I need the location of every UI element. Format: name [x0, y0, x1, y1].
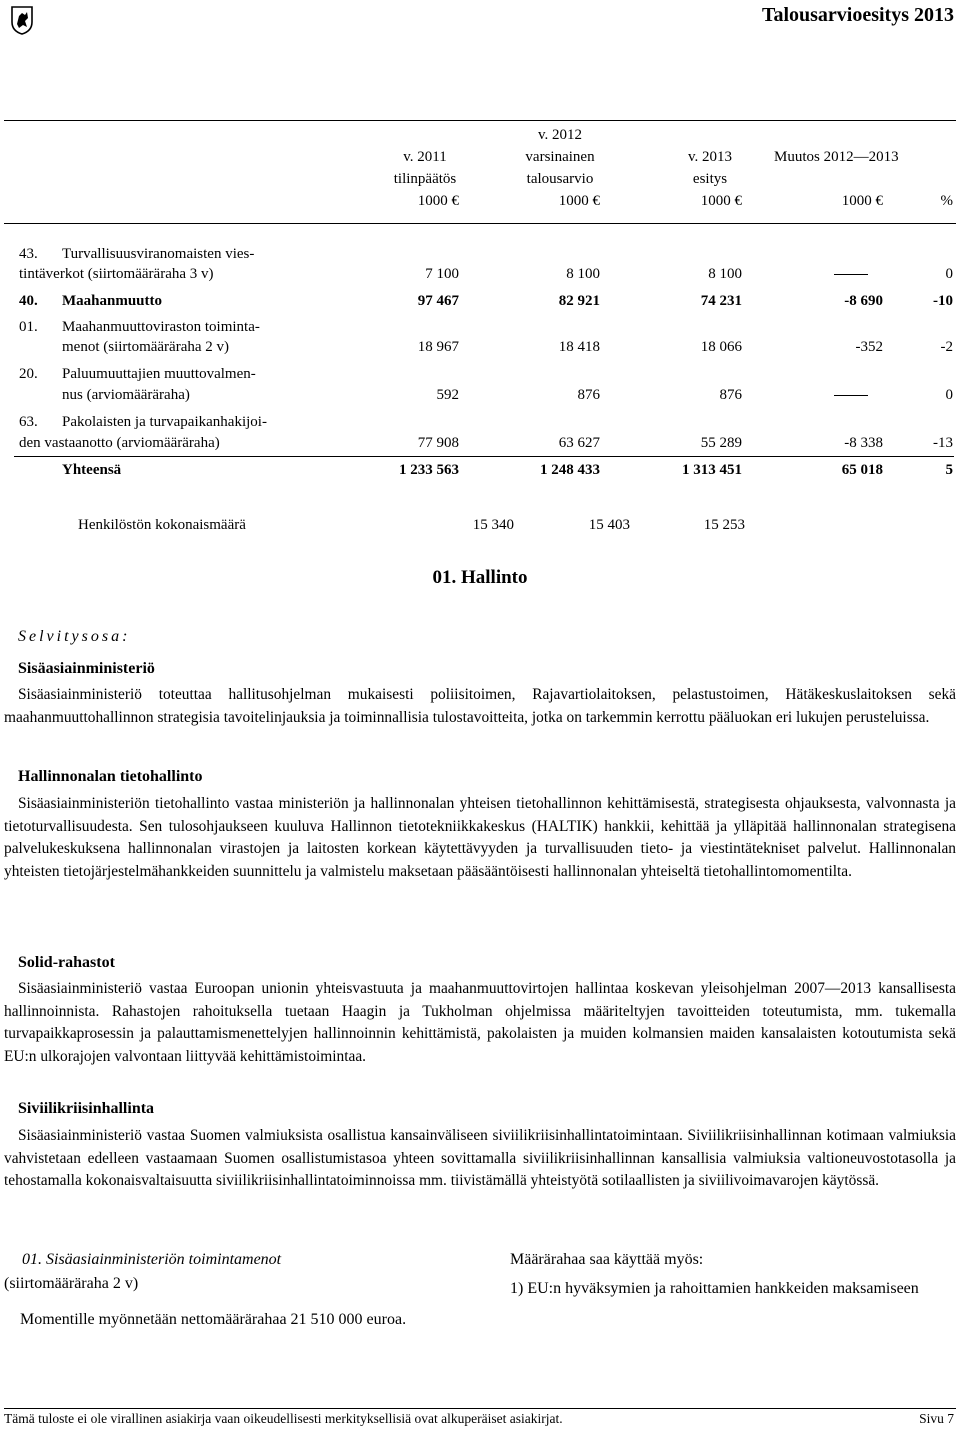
paragraph-tietohallinto: Sisäasiainministeriön tietohallinto vastaa ministeriön ja hallinnonalan yhteisen tietohallinnon kehittämisestä, strategisesta ohjauksesta, valvonnasta ja tietoturvallisuudesta. Sen tulosohjaukseen kuuluva Hallinnon tietotekniikkakeskus (HALTIK) hankkii, kehittää ja ylläpitää hallinnonalan strategisena palvelukeskuksena hallinnonalan virastojen ja laitosten korkean käytettävyyden ja turvallisuuden tieto- ja viestintätekniset palvelut. Hallinnonalan yhteisten tietojärjestelmähankkeiden suunnittelu ja valmistelu maksetaan pääsääntöisesti hallinnonalan yhteiseltä tietohallintomomentilta.: [4, 795, 956, 880]
moment-right-item: 1) EU:n hyväksymien ja rahoittamien hankkeiden maksamiseen: [510, 1280, 919, 1297]
value-2012: 18 418: [558, 339, 600, 355]
row-label-line1: Maahanmuuttoviraston toiminta-: [62, 319, 260, 335]
change-percent: -10: [933, 293, 953, 309]
staff-2011: 15 340: [472, 517, 514, 533]
value-2011: 7 100: [425, 266, 459, 282]
col-change-percent: %: [940, 193, 953, 209]
change-dash: [834, 265, 884, 284]
value-2013: 8 100: [708, 266, 742, 282]
value-2013: 18 066: [700, 339, 742, 355]
value-2011: 97 467: [417, 293, 459, 309]
moment-title: 01. Sisäasiainministeriön toimintamenot: [22, 1251, 282, 1268]
row-label-line2: menot (siirtomääräraha 2 v): [62, 339, 230, 355]
table-header-divider: [4, 223, 956, 224]
change-percent: 0: [945, 266, 953, 282]
finnish-lion-emblem-icon: [8, 4, 36, 36]
row-label-line1: Turvallisuusviranomaisten vies-: [62, 246, 255, 262]
total-change-percent: 5: [945, 462, 953, 478]
total-2013: 1 313 451: [682, 462, 742, 478]
col-2012-unit: 1000 €: [558, 193, 600, 209]
change-amount: -8 338: [844, 435, 883, 451]
col-2012-type: varsinainen: [525, 149, 595, 165]
change-percent: 0: [945, 387, 953, 403]
moment-right-title: Määrärahaa saa käyttää myös:: [510, 1251, 704, 1268]
change-percent: -2: [940, 339, 953, 355]
row-label-line2: tintäverkot (siirtomääräraha 3 v): [19, 266, 214, 282]
value-2013: 55 289: [700, 435, 742, 451]
value-2011: 592: [436, 387, 459, 403]
total-label: Yhteensä: [62, 462, 122, 478]
change-amount: -352: [855, 339, 883, 355]
heading-tietohallinto: Hallinnonalan tietohallinto: [18, 768, 203, 785]
col-change-title: Muutos 2012—2013: [774, 149, 899, 165]
value-2012: 8 100: [566, 266, 600, 282]
row-number: 40.: [19, 293, 38, 309]
col-2013-year: v. 2013: [687, 149, 733, 165]
document-header-title: Talousarvioesitys 2013: [761, 4, 954, 26]
row-number: 20.: [19, 366, 38, 382]
staff-label: Henkilöstön kokonaismäärä: [78, 517, 246, 533]
footer-note: Tämä tuloste ei ole virallinen asiakirja vaan oikeudellisesti merkityksellisiä ovat alkuperäiset asiakirjat.: [4, 1411, 563, 1426]
row-label-line2: den vastaanotto (arviomääräraha): [19, 435, 220, 451]
total-change-amount: 65 018: [841, 462, 883, 478]
col-2011-unit: 1000 €: [417, 193, 459, 209]
total-2011: 1 233 563: [399, 462, 459, 478]
staff-2012: 15 403: [588, 517, 630, 533]
value-2012: 876: [577, 387, 600, 403]
value-2013: 74 231: [700, 293, 742, 309]
heading-siviilikriisinhallinta: Siviilikriisinhallinta: [18, 1100, 155, 1117]
section-title: 01. Hallinto: [432, 567, 528, 588]
row-number: 01.: [19, 319, 38, 335]
paragraph-solid-rahastot: Sisäasiainministeriö vastaa Euroopan unionin yhteisvastuuta ja maahanmuuttovirtojen hallintaa koskevan yleisohjelman 2007—2013 kansallisesta hallinnoinnista. Rahastojen rahoituksella tuetaan Haagin ja Tukholman ohjelmissa määriteltyjen tavoitteiden toteutumista, mm. tukemalla turvapaikkaprosessin ja palauttamismenettelyjen hallinnoinnin kehittämistä, pakolaisten ja muiden kolmansien maiden kansalaisten kotoutumista sekä EU:n ulkorajojen valvontaan liittyvää kehittämistoimintaa.: [4, 980, 956, 1065]
total-divider: [14, 456, 954, 457]
col-change-unit: 1000 €: [841, 193, 883, 209]
value-2013: 876: [719, 387, 742, 403]
col-2012-subtype: talousarvio: [526, 171, 594, 187]
heading-solid-rahastot: Solid-rahastot: [18, 954, 115, 971]
moment-text: Momentille myönnetään nettomäärärahaa 21 510 000 euroa.: [20, 1311, 407, 1328]
change-amount: -8 690: [844, 293, 883, 309]
staff-2013: 15 253: [703, 517, 745, 533]
heading-sisaasiainministerio: Sisäasiainministeriö: [18, 660, 155, 677]
selvitysosa-label: Selvitysosa:: [18, 628, 131, 645]
footer-divider: [4, 1408, 956, 1409]
row-label-line1: Paluumuuttajien muuttovalmen-: [62, 366, 256, 382]
value-2012: 63 627: [558, 435, 600, 451]
value-2011: 18 967: [417, 339, 459, 355]
col-2013-unit: 1000 €: [700, 193, 742, 209]
paragraph-siviilikriisinhallinta: Sisäasiainministeriö vastaa Suomen valmiuksista osallistua kansainväliseen siviilikriisinhallintatoimintaan. Siviilikriisinhallinnan kotimaan valmiuksia vahvistetaan edelleen vastaamaan Suomen osallistumistasoa yhteen sovittamalla siviilikriisinhallinnan kansallisia valmiuksia valtioneuvostotasolla ja tehostamalla kokonaisvaltaisuutta siviilikriisinhallintatoiminnoissa mm. tiivistämällä yhteistyötä sotilaallisten ja siviilivoimavarojen käytössä.: [4, 1127, 956, 1189]
change-percent: -13: [933, 435, 953, 451]
row-label-line1: Maahanmuutto: [62, 293, 163, 309]
row-number: 63.: [19, 414, 38, 430]
value-2011: 77 908: [417, 435, 459, 451]
paragraph-sisaasiainministerio: Sisäasiainministeriö toteuttaa hallitusohjelman mukaisesti poliisitoimen, Rajavartiolaitoksen, pelastustoimen, Hätäkeskuslaitoksen sekä maahanmuuttohallinnon strategisia tavoitelinjauksia ja toiminnallisia tulostavoitteita, jotka on tarkemmin kerrottu pääluokan eri lukujen perusteluissa.: [4, 686, 956, 726]
row-label-line2: nus (arviomääräraha): [62, 387, 190, 403]
col-2011-year: v. 2011: [403, 149, 447, 165]
total-2012: 1 248 433: [540, 462, 600, 478]
col-2013-type: esitys: [692, 171, 728, 187]
row-label-line1: Pakolaisten ja turvapaikanhakijoi-: [62, 414, 267, 430]
page-number: Sivu 7: [919, 1411, 954, 1426]
header-divider: [4, 120, 956, 121]
moment-subtitle: (siirtomääräraha 2 v): [4, 1275, 139, 1292]
value-2012: 82 921: [558, 293, 600, 309]
col-2011-type: tilinpäätös: [393, 171, 457, 187]
row-number: 43.: [19, 246, 38, 262]
change-dash: [834, 386, 884, 405]
col-2012-year: v. 2012: [537, 127, 583, 143]
